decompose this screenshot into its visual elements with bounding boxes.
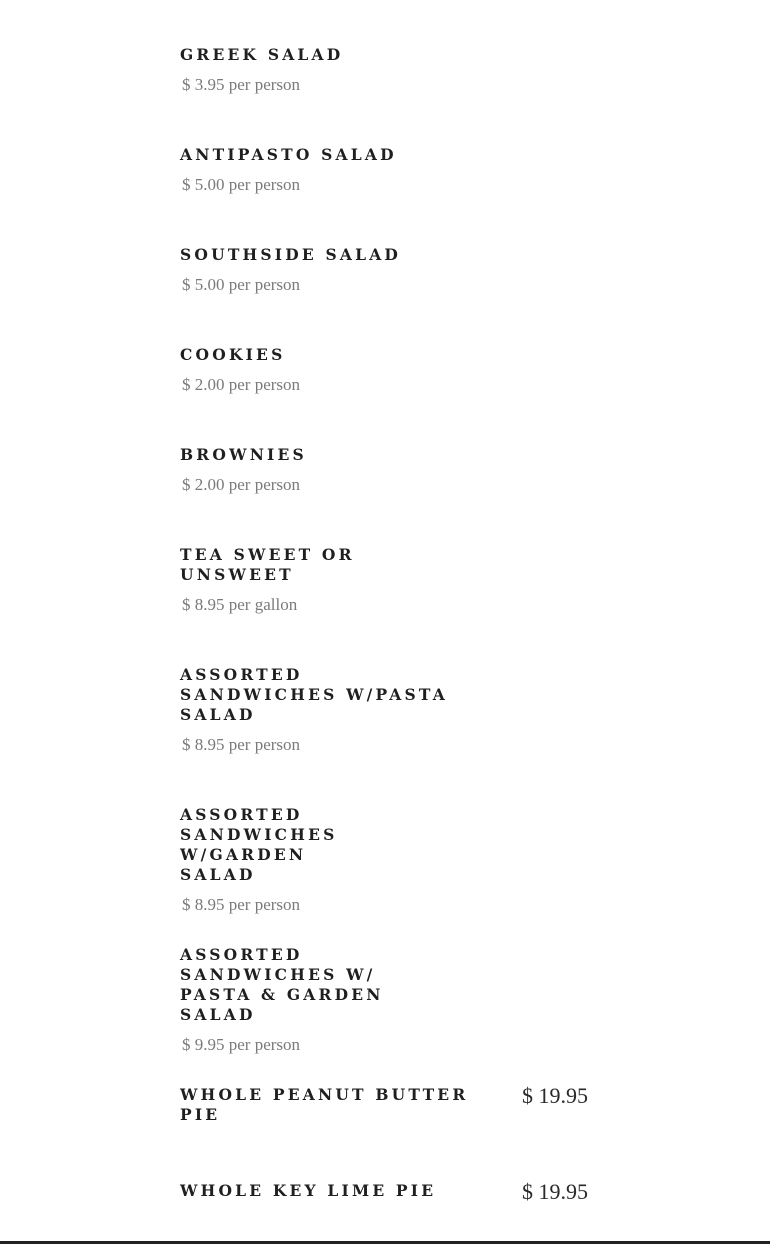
menu-item-price: $ 2.00 per person: [182, 375, 301, 394]
menu-item-price: $ 19.95: [522, 1083, 588, 1108]
menu-item-name: TEA SWEET OR UNSWEET: [180, 545, 355, 584]
menu-item-key-lime-pie: [180, 1179, 650, 1204]
menu-item-name: SOUTHSIDE SALAD: [180, 245, 402, 264]
menu-item-price: $ 5.00 per person: [182, 275, 301, 294]
menu-item-sandwiches-pasta: [180, 665, 650, 755]
menu-item-tea: [180, 545, 650, 615]
menu-item-cookies: [180, 345, 650, 395]
menu-item-price: $ 19.95: [522, 1179, 588, 1204]
menu-item-price: $ 5.00 per person: [182, 175, 301, 194]
menu-item-price: $ 8.95 per person: [182, 895, 301, 914]
menu-item-price: $ 8.95 per gallon: [182, 595, 298, 614]
menu-item-price: $ 9.95 per person: [182, 1035, 301, 1054]
menu-item-name: ASSORTED SANDWICHES W/PASTA SALAD: [180, 665, 449, 724]
menu-item-name: GREEK SALAD: [180, 45, 344, 64]
menu-item-name: ASSORTED SANDWICHES W/ PASTA & GARDEN SALAD: [180, 945, 384, 1024]
menu-item-sandwiches-garden: [180, 805, 650, 915]
menu-item-price: $ 2.00 per person: [182, 475, 301, 494]
menu-item-name: BROWNIES: [180, 445, 307, 464]
menu-item-greek-salad: [180, 45, 650, 95]
menu-item-name: WHOLE KEY LIME PIE: [180, 1181, 437, 1200]
menu-item-price: $ 8.95 per person: [182, 735, 301, 754]
menu-item-brownies: [180, 445, 650, 495]
menu-item-name: COOKIES: [180, 345, 286, 364]
menu-item-southside-salad: [180, 245, 650, 295]
menu-item-price: $ 3.95 per person: [182, 75, 301, 94]
menu-item-peanut-butter-pie: [180, 1085, 650, 1125]
menu-item-name: WHOLE PEANUT BUTTER PIE: [180, 1085, 469, 1124]
menu-item-name: ASSORTED SANDWICHES W/GARDEN SALAD: [180, 805, 338, 884]
menu-item-name: ANTIPASTO SALAD: [180, 145, 397, 164]
menu-item-sandwiches-pasta-garden: [180, 945, 650, 1055]
menu-item-antipasto-salad: [180, 145, 650, 195]
